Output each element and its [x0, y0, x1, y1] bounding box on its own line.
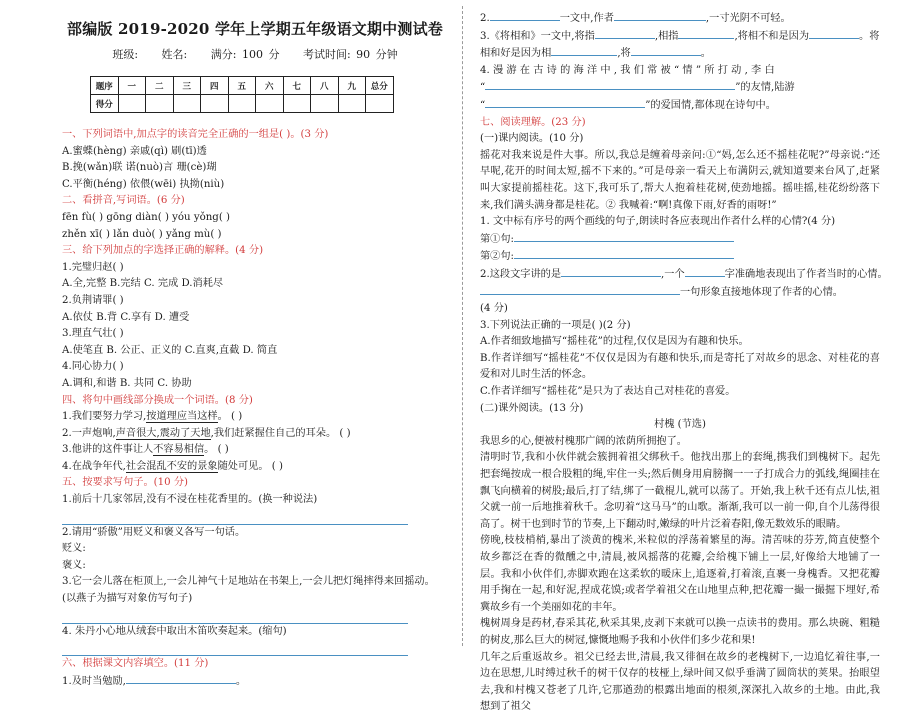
section-1-title: 一、下列词语中,加点字的读音完全正确的一组是( )。(3 分) — [62, 129, 329, 140]
s3-question-1: 1.完璧归赵( ) — [62, 261, 124, 273]
fill-blank[interactable] — [514, 231, 734, 242]
s7-q2-text-a: 2.这段文字讲的是 — [480, 268, 562, 280]
s4-question-3 — [62, 442, 448, 459]
s7-q1-sentence-1 — [480, 231, 880, 249]
s3-question-3: 3.理直气壮( ) — [62, 328, 124, 340]
s2-pinyin-line-2: zhěn xī( ) lǎn duò( ) yǎng mù( ) — [62, 228, 222, 240]
s4-q3-text: 3.他讲的这件事让人 — [62, 444, 154, 456]
s5-commendatory-label: 褒义: — [62, 559, 86, 571]
fill-blank[interactable] — [595, 28, 655, 39]
fill-blank[interactable] — [490, 10, 560, 21]
s6-q4-quote-open: “ — [480, 82, 486, 94]
score-cell: 四 — [201, 77, 229, 95]
s6-q4-text-patriotism: ”的爱国情,都体现在诗句中。 — [645, 99, 776, 111]
score-cell: 题序 — [91, 77, 119, 95]
s7-passage-2-p2: 清明时节,我和小伙伴就会簇拥着祖父绑秋千。他找出那上的套绳,携我们到槐树下。起先把套绳按成一根合股粗的绳,牢住一头;然后侧身用肩膀搁一一子打成合力的弧线,绳圈挂在飘飞向横着的树股;最后,打了结,绑了一截棍儿,就可以荡了。开始,我上秋千还有点儿怯,祖父就一前一后地推着秋千。念叨着“这马马”的山歌。渐渐,我可以一前一仰,自个儿荡得很高了。树干也到时节的节奏,上下翻动时,嫩绿的叶片泛着春阳,像无数效乐的眼睛。 — [480, 452, 880, 530]
fill-blank[interactable] — [614, 10, 706, 21]
s6-question-3 — [480, 28, 880, 46]
s6-q2-num: 2. — [480, 13, 490, 24]
score-cell: 九 — [338, 77, 366, 95]
info-class: 班级: — [112, 48, 139, 61]
s7-question-2 — [480, 266, 888, 284]
section-7-title: 七、阅读理解。(23 分) — [480, 116, 586, 128]
section-4-title: 四、将句中画线部分换成一个词语。(8 分) — [62, 394, 253, 406]
s6-q3-text-a: 3.《将相和》一文中,将指 — [480, 30, 595, 42]
score-cell: 五 — [228, 77, 256, 95]
s7-subsection-2: (二)课外阅读。(13 分) — [480, 402, 584, 414]
s6-q3-text-e: 相和好是因为相 — [480, 48, 552, 60]
s6-q1-text: 1.及时当勉励, — [62, 675, 126, 687]
s6-q4-text-friendship: ”的友情,陆游 — [735, 82, 795, 94]
s7-q3-option-b: B.作者详细写“摇桂花”不仅仅是因为有趣和快乐,而是寄托了对故乡的思念、对桂花的喜爱和对儿时生活的怀念。 — [480, 352, 880, 381]
score-cell: 总分 — [366, 77, 394, 95]
s7-question-2-cont — [480, 284, 880, 302]
s6-question-1: 1.及时当勉励, 。 — [62, 673, 448, 691]
s7-q2-text-d: 一句形象直接地体现了作者的心情。 — [680, 286, 843, 298]
s4-q3-tail: 。 ( ) — [204, 444, 229, 456]
s6-question-3-cont — [480, 45, 880, 63]
s7-q3-option-c: C.作者详细写“摇桂花”是只为了表达自己对桂花的喜爱。 — [480, 386, 736, 398]
info-score: 满分: 100 分 — [210, 48, 280, 61]
answer-line[interactable] — [62, 608, 408, 624]
exam-title: 部编版 2019-2020 学年上学期五年级语文期中测试卷 — [67, 20, 443, 38]
score-cell: 一 — [118, 77, 146, 95]
fill-blank[interactable] — [126, 673, 236, 684]
s6-q3-text-d: 。将 — [859, 30, 880, 42]
s3-options-3: A.使笔直 B. 公正、正义的 C.直爽,直截 D. 简直 — [62, 344, 278, 356]
s7-passage-1: 摇花对我来说是件大事。所以,我总是缠着母亲问:①“妈,怎么还不摇桂花呢?”母亲说:“还早呢,花开的时间太短,摇不下来的。”可是母亲一看天上布满阴云,就知道要来台风了,赶紧叫大家提前摇桂花。这下,我可乐了,帮大人抱着桂花树,使劲地摇。摇哇摇,桂花纷纷落下来,我们满头满身都是桂花。② 我喊着:“啊!真像下雨,好香的雨呀!” — [480, 149, 880, 211]
s4-q2-underlined: 声音很大,震动了天地 — [115, 427, 211, 439]
s1-option-a: A.蜜蝶(hèng) 亲戚(qì) 刷(tī)透 — [62, 145, 207, 157]
s3-options-2: A.依仗 B.背 C.享有 D. 遭受 — [62, 311, 190, 323]
column-divider — [462, 6, 463, 646]
fill-blank[interactable] — [480, 284, 680, 295]
s6-q4-quote-open-2: “ — [480, 99, 486, 111]
s6-q3-text-f: ,将 — [617, 48, 631, 60]
s7-q2-text-c: 字准确地表现出了作者当时的心情。 — [724, 268, 888, 280]
score-cell: 二 — [146, 77, 174, 95]
answer-line[interactable] — [62, 509, 408, 525]
s6-q2-tail: ,一寸光阴不可轻。 — [705, 13, 791, 24]
s4-question-2 — [62, 426, 448, 443]
score-cell: 六 — [256, 77, 284, 95]
fill-blank[interactable] — [485, 97, 645, 108]
s4-question-4 — [62, 459, 448, 476]
s7-passage-2-p3: 傍晚,枝枝梢梢,暴出了淡黄的槐米,米粒似的浮荡着繁星的海。清苦味的芬芳,简直使整个故乡都泛在香的微醺之中,清晨,被风摇落的花瓣,会给槐下铺上一层,好像给大地铺了一层。我和小伙伴们,赤脚欢跑在这柔软的暖床上,追逐着,打着滚,直裹一身槐香。又把花瓣用手掬在一起,和好泥,捏成花馍;或者学着祖父在山地里点种,把花瓣一撮一撮掘下埋好,希冀故乡有一个美丽如花的丰年。 — [480, 535, 880, 613]
s7-subsection-1: (一)课内阅读。(10 分) — [480, 133, 584, 145]
section-5-title: 五、按要求写句子。(10 分) — [62, 477, 189, 489]
s5-question-1: 1.前后十几家邻居,没有不浸在桂花香里的。(换一种说法) — [62, 494, 318, 506]
s4-q4-text: 4.在战争年代, — [62, 460, 126, 472]
fill-blank[interactable] — [485, 79, 735, 90]
fill-blank[interactable] — [685, 266, 725, 277]
right-flow — [480, 10, 888, 716]
fill-blank[interactable] — [678, 28, 734, 39]
left-column — [62, 0, 448, 687]
s6-q3-text-c: ,将相不和是因为 — [734, 30, 810, 42]
passage-title: 村槐 (节选) — [654, 419, 706, 431]
s4-q2-text: 2.一声炮响, — [62, 427, 116, 439]
section-3-title: 三、给下列加点的字选择正确的解释。(4 分) — [62, 245, 264, 257]
s7-passage-2-p1: 我思乡的心,便被村槐那广阔的浓荫所拥抱了。 — [480, 435, 687, 447]
s6-q2-mid: 一文中,作者 — [559, 13, 614, 24]
s4-q1-text: 1.我们要努力学习, — [62, 411, 147, 423]
s5-question-4: 4. 朱丹小心地从绒套中取出木笛吹奏起来。(缩句) — [62, 625, 287, 637]
s1-option-b: B.挽(wǎn)联 诺(nuò)言 珊(cè)瑚 — [62, 162, 217, 174]
fill-blank[interactable] — [551, 45, 617, 56]
score-cell: 八 — [311, 77, 339, 95]
s2-pinyin-line-1: fēn fù( ) gōng diàn( ) yóu yǒng( ) — [62, 211, 231, 223]
section-6-title: 六、根据课文内容填空。(11 分) — [62, 658, 209, 670]
s5-question-2: 2.请用“骄傲”用贬义和褒义各写一句话。 — [62, 526, 246, 538]
score-cell: 得分 — [91, 95, 119, 113]
score-cell: 三 — [173, 77, 201, 95]
s6-question-4-line2 — [480, 79, 880, 97]
section-2-title: 二、看拼音,写词语。(6 分) — [62, 195, 185, 207]
s7-passage-2-p4: 槐树周身是药材,春采其花,秋采其果,皮剥下来就可以换一点读书的费用。那么块碗、粗糙的树皮,那么巨大的树冠,慷慨地赐予我和小伙伴们多少花和果! — [480, 618, 880, 646]
s4-q2-tail: ,我们赶紧握住自己的耳朵。 ( ) — [210, 427, 351, 439]
s6-question-4-line3 — [480, 97, 880, 115]
s7-q2-text-b: ,一个 — [661, 268, 685, 280]
s7-q3-option-a: A.作者细致地描写“摇桂花”的过程,仅仅是因为有趣和快乐。 — [480, 336, 749, 348]
s1-option-c: C.平衡(héng) 依偎(wēi) 执拗(niù) — [62, 178, 225, 190]
left-flow — [62, 127, 448, 690]
s4-q4-tail: 随处可见。 ( ) — [217, 460, 283, 472]
s3-question-4: 4.同心协力( ) — [62, 361, 124, 373]
info-name: 姓名: — [161, 48, 188, 61]
s5-pejorative-label: 贬义: — [62, 543, 86, 555]
s7-question-1: 1. 文中标有序号的两个画线的句子,朗读时各应表现出作者什么样的心情?(4 分) — [480, 216, 836, 228]
answer-line[interactable] — [62, 640, 408, 656]
s7-passage-2-p5: 几年之后重返故乡。祖父已经去世,清晨,我又徘徊在故乡的老槐树下,一边追忆着往事,一边在思想,儿时缚过秋千的树干仅存的枝桠上,绿叶间又似乎垂满了圆筒状的荚果。抬眼望去,我和村槐又苍老了几许,它那遒劲的根露出地面的根须,深深扎入故乡的土地。由此,我想到了祖父 — [480, 651, 880, 713]
s7-q2-points: (4 分) — [480, 303, 508, 315]
s4-q3-underlined: 不容易相信 — [153, 444, 205, 456]
s7-q1-sentence-2 — [480, 248, 880, 266]
s7-q1-label-2: 第②句: — [480, 251, 514, 263]
s6-q3-text-b: ,相指 — [654, 30, 679, 42]
s4-question-1 — [62, 409, 448, 426]
s6-question-2 — [480, 10, 880, 28]
fill-blank[interactable] — [561, 266, 661, 277]
s3-options-4: A.调和,和谐 B. 共同 C. 协助 — [62, 377, 192, 389]
fill-blank[interactable] — [514, 248, 734, 259]
s4-q1-underlined: 按道理应当这样 — [146, 411, 218, 423]
s7-q1-label-1: 第①句: — [480, 233, 514, 245]
s6-question-4: 4. 漫 游 在 古 诗 的 海 洋 中 , 我 们 常 被 “ 情 ” 所 打 动 , 李 白 — [480, 64, 775, 76]
fill-blank[interactable] — [809, 28, 859, 39]
s6-q3-text-g: 。 — [700, 48, 711, 60]
s3-options-1: A.全,完整 B.完结 C. 完成 D.消耗尽 — [62, 278, 224, 290]
s5-question-3-note: (以燕子为描写对象仿写句子) — [62, 593, 193, 605]
right-column — [480, 0, 888, 713]
info-time: 考试时间: 90 分钟 — [302, 48, 398, 61]
s3-question-2: 2.负荆请罪( ) — [62, 294, 124, 306]
s4-q4-underlined: 社会混乱不安的景象 — [125, 460, 218, 472]
s5-question-3: 3.它一会儿落在柜顶上,一会儿神气十足地站在书架上,一会儿把灯绳摔得来回摇动。 — [62, 576, 435, 588]
s4-q1-tail: 。 ( ) — [217, 411, 243, 423]
score-cell: 七 — [283, 77, 311, 95]
fill-blank[interactable] — [631, 45, 701, 56]
s7-question-3: 3.下列说法正确的一项是( )(2 分) — [480, 319, 631, 331]
